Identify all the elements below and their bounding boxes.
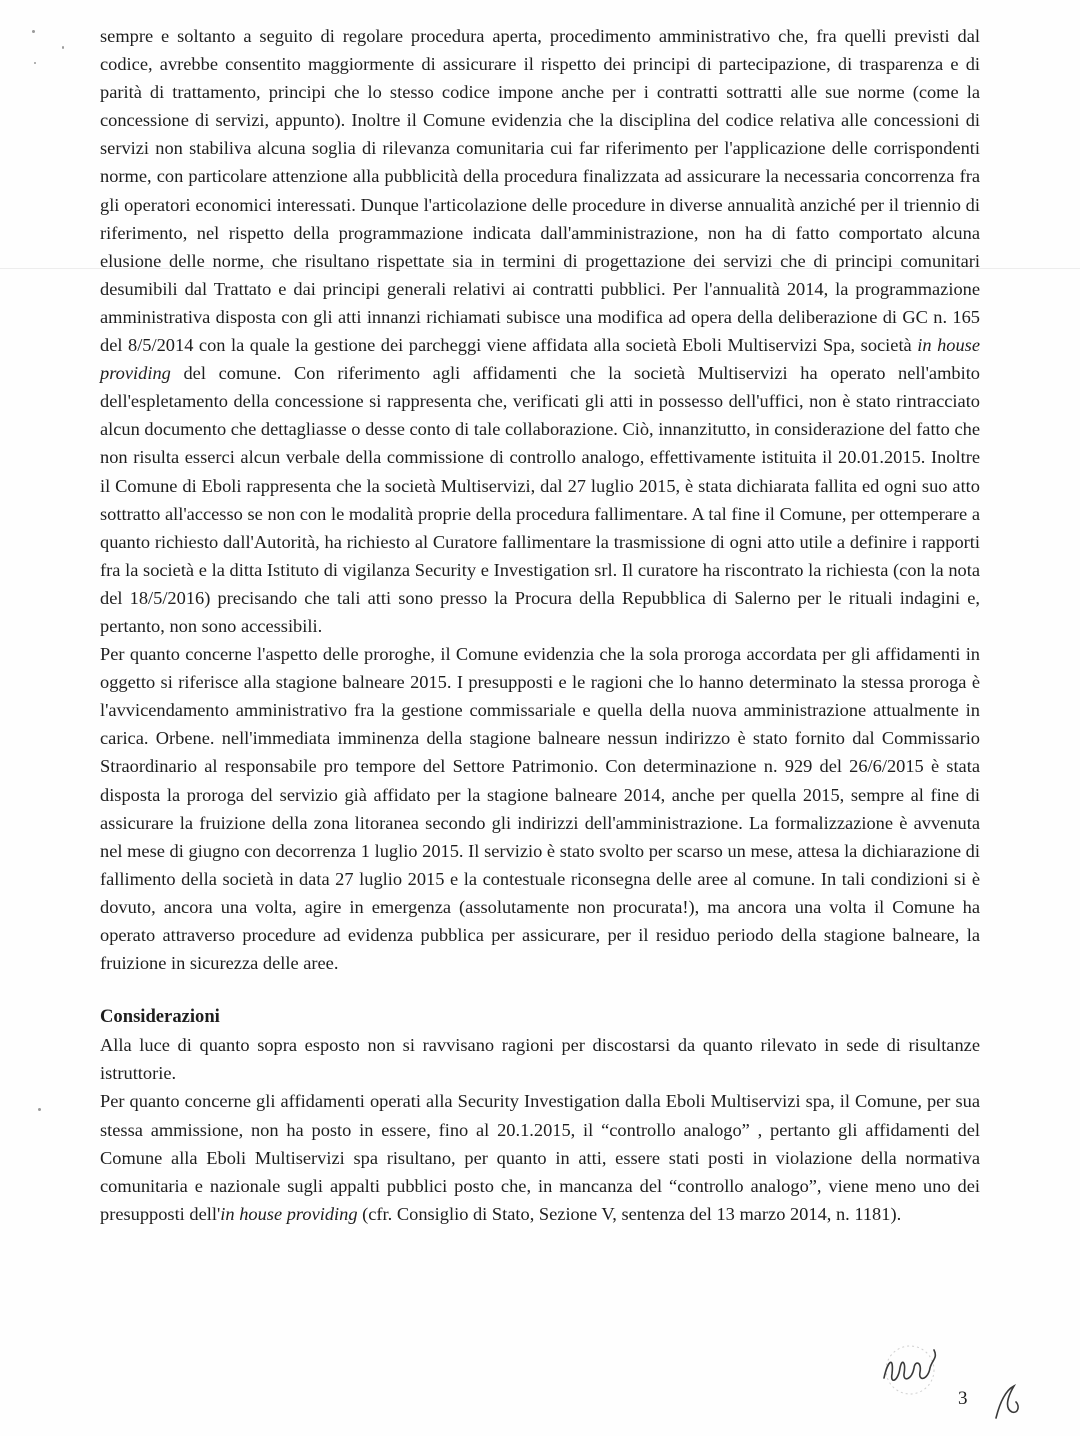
paragraph-1-text-a: sempre e soltanto a seguito di regolare procedura aperta, procedimento amministrativo che, fra quelli previsti dal codice, avrebbe consentito maggiormente di assicurare il rispetto dei principi di partecipazione, di trasparenza e di parità di trattamento, principi che lo stesso codice impone anche per i contratti sottratti alle sue norme (come la concessione di servizi, appunto). Inoltre il Comune evidenzia che la disciplina del codice relativa alle concessioni di servizi non stabiliva alcuna soglia di rilevanza comunitaria cui far riferimento per l'applicazione delle corrispondenti norme, con particolare attenzione alla pubblicità della procedura finalizzata ad assicurare la necessaria concorrenza fra gli operatori economici interessati. Dunque l'articolazione delle procedure in diverse annualità anziché per il triennio di riferimento, nel rispetto della programmazione indicata dall'amministrazione, non ha di fatto comportato alcuna elusione delle norme, che risultano rispettate sia in termini di progettazione dei servizi che di principi comunitari desumibili dal Trattato e dai principi generali relativi ai contratti pubblici. Per l'annualità 2014, la programmazione amministrativa disposta con gli atti innanzi richiamati subisce una modifica ad opera della deliberazione di GC n. 165 del 8/5/2014 con la quale la gestione dei parcheggi viene affidata alla società Eboli Multiservizi Spa, società xyxy=(100,26,980,356)
paragraph-3: Alla luce di quanto sopra esposto non si ravvisano ragioni per discostarsi da quanto rilevato in sede di risultanze istruttorie. xyxy=(100,1035,980,1084)
paragraph-1-text-b: del comune. Con riferimento agli affidamenti che la società Multiservizi ha operato nell'ambito dell'espletamento della concessione si rappresenta che, verificati gli atti in possesso dell'uffici, non è stato rintracciato alcun documento che dettagliasse o desse conto di tale collaborazione. Ciò, innanzitutto, in considerazione del fatto che non risulta esserci alcun verbale della commissione di controllo analogo, effettivamente istituita il 20.01.2015. Inoltre il Comune di Eboli rappresenta che la società Multiservizi, dal 27 luglio 2015, è stata dichiarata fallita ed ogni suo atto sottratto all'accesso se non con le modalità proprie della procedura fallimentare. A tal fine il Comune, per ottemperare a quanto richiesto dall'Autorità, ha richiesto al Curatore fallimentare la trasmissione di ogni atto utile a definire i rapporti fra la società e la ditta Istituto di vigilanza Security e Investigation srl. Il curatore ha riscontrato la richiesta (con la nota del 18/5/2016) precisando che tali atti sono presso la Procura della Repubblica di Salerno per le rituali indagini e, pertanto, non sono accessibili. xyxy=(100,363,980,636)
scan-speck xyxy=(38,1108,41,1111)
paragraph-1 xyxy=(100,22,980,640)
page-number: 3 xyxy=(958,1388,968,1409)
section-heading-considerazioni: Considerazioni xyxy=(100,1006,220,1028)
handwritten-initial xyxy=(990,1382,1026,1422)
document-body xyxy=(100,22,980,1228)
scan-speck xyxy=(62,46,64,49)
paragraph-2: Per quanto concerne l'aspetto delle proroghe, il Comune evidenzia che la sola proroga accordata per gli affidamenti in oggetto si riferisce alla stagione balneare 2015. I presupposti e le ragioni che lo hanno determinato la stessa proroga è l'avvicendamento amministrativo fra la gestione commissariale e quella della nuova amministrazione attualmente in carica. Orbene. nell'immediata imminenza della stagione balneare nessun indirizzo è stato fornito dal Commissario Straordinario al responsabile pro tempore del Settore Patrimonio. Con determinazione n. 929 del 26/6/2015 è stata disposta la proroga del servizio già affidato per la stagione balneare 2014, anche per quella 2015, sempre al fine di assicurare la fruizione della zona litoranea secondo gli indirizzi dell'amministrazione. La formalizzazione è avvenuta nel mese di giugno con decorrenza 1 luglio 2015. Il servizio è stato svolto per scarso un mese, attesa la dichiarazione di fallimento della società in data 27 luglio 2015 e la contestuale riconsegna delle aree al comune. In tali condizioni si è dovuto, ancora una volta, agire in emergenza (assolutamente non procurata!), ma ancora una volta il Comune ha operato attraverso procedure ad evidenza pubblica per assicurare, per il residuo periodo della stagione balneare, la fruizione in sicurezza delle aree. xyxy=(100,644,980,974)
handwritten-signature xyxy=(870,1338,950,1398)
paragraph-4-text-b: (cfr. Consiglio di Stato, Sezione V, sentenza del 13 marzo 2014, n. 1181). xyxy=(357,1203,902,1224)
paragraph-4 xyxy=(100,1087,980,1227)
scan-speck xyxy=(34,62,36,64)
paragraph-1-italic-term: in house providing xyxy=(100,335,980,384)
section-gap xyxy=(100,977,980,1003)
scan-speck xyxy=(32,30,35,33)
paragraph-4-text-a: Per quanto concerne gli affidamenti operati alla Security Investigation dalla Eboli Multiservizi spa, il Comune, per sua stessa ammissione, non ha posto in essere, fino al 20.1.2015, il “controllo analogo” , pertanto gli affidamenti del Comune alla Eboli Multiservizi spa risultano, per quanto in atti, essere stati posti in violazione della normativa comunitaria e nazionale sugli appalti pubblici posto che, in mancanza del “controllo analogo”, viene meno uno dei presupposti dell' xyxy=(100,1091,980,1224)
paragraph-4-italic-term: in house providing xyxy=(220,1203,358,1224)
